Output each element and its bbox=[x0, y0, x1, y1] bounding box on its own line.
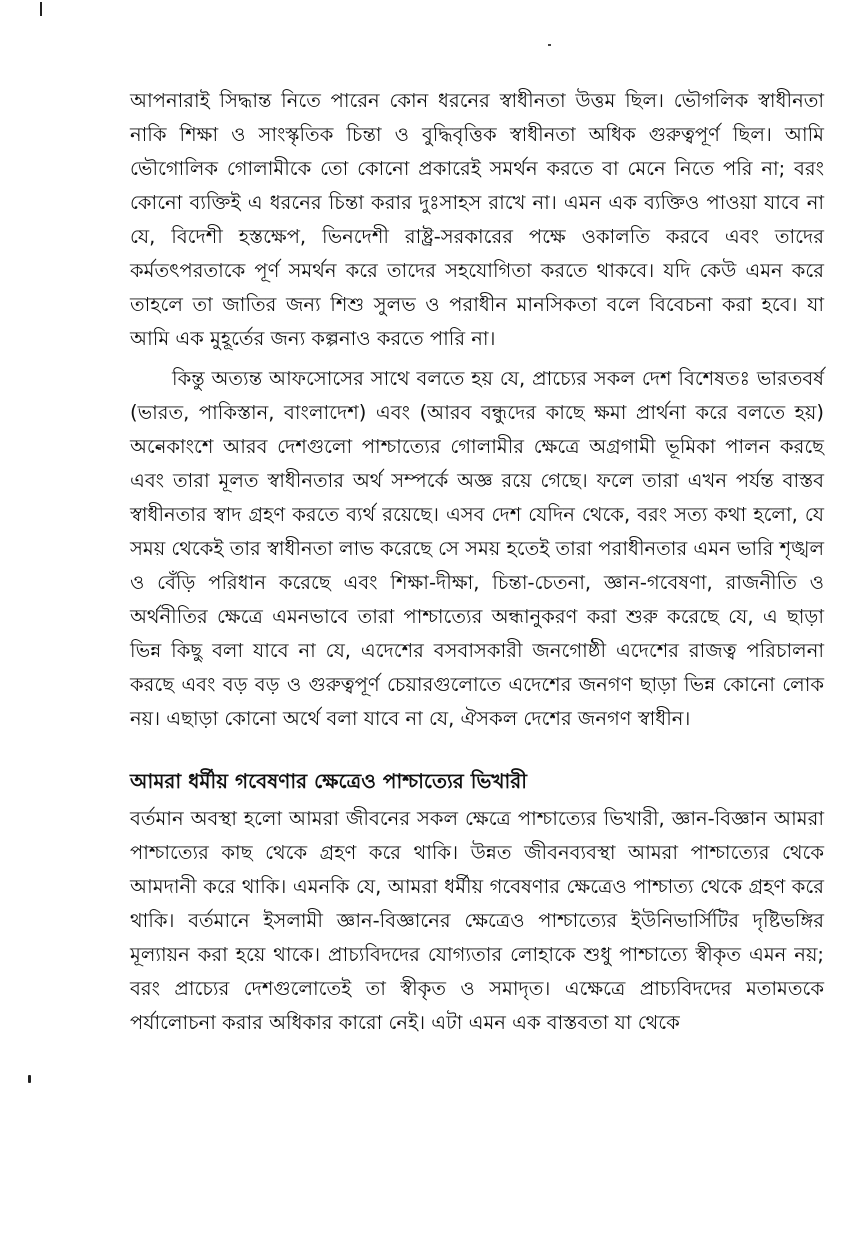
page-body bbox=[130, 84, 824, 1040]
margin-mark bbox=[28, 1075, 31, 1083]
paragraph: বর্তমান অবস্থা হলো আমরা জীবনের সকল ক্ষেত্রে পাশ্চাত্যের ভিখারী, জ্ঞান-বিজ্ঞান আমরা পাশ্চাত্যের কাছ থেকে গ্রহণ করে থাকি। উন্নত জীবনব্যবস্থা আমরা পাশ্চাত্যের থেকে আমদানী করে থাকি। এমনকি যে, আমরা ধর্মীয় গবেষণার ক্ষেত্রেও পাশ্চাত্য থেকে গ্রহণ করে থাকি। বর্তমানে ইসলামী জ্ঞান-বিজ্ঞানের ক্ষেত্রেও পাশ্চাত্যের ইউনিভার্সিটির দৃষ্টিভঙ্গির মূল্যায়ন করা হয়ে থাকে। প্রাচ্যবিদদের যোগ্যতার লোহাকে শুধু পাশ্চাত্যে স্বীকৃত এমন নয়; বরং প্রাচ্যের দেশগুলোতেই তা স্বীকৃত ও সমাদৃত। এক্ষেত্রে প্রাচ্যবিদদের মতামতকে পর্যালোচনা করার অধিকার কারো নেই। এটা এমন এক বাস্তবতা যা থেকে bbox=[130, 807, 824, 1034]
paragraph: কিন্তু অত্যন্ত আফসোসের সাথে বলতে হয় যে, প্রাচ্যের সকল দেশ বিশেষতঃ ভারতবর্ষ (ভারত, পাকিস্তান, বাংলাদেশ) এবং (আরব বন্ধুদের কাছে ক্ষমা প্রার্থনা করে বলতে হয়) অনেকাংশে আরব দেশগুলো পাশ্চাত্যের গোলামীর ক্ষেত্রে অগ্রগামী ভূমিকা পালন করছে এবং তারা মূলত স্বাধীনতার অর্থ সম্পর্কে অজ্ঞ রয়ে গেছে। ফলে তারা এখন পর্যন্ত বাস্তব স্বাধীনতার স্বাদ গ্রহণ করতে ব্যর্থ রয়েছে। এসব দেশ যেদিন থেকে, বরং সত্য কথা হলো, যে সময় থেকেই তার স্বাধীনতা লাভ করেছে সে সময় হতেই তারা পরাধীনতার এমন ভারি শৃঙ্খল ও বেঁড়ি পরিধান করেছে এবং শিক্ষা-দীক্ষা, চিন্তা-চেতনা, জ্ঞান-গবেষণা, রাজনীতি ও অর্থনীতির ক্ষেত্রে এমনভাবে তারা পাশ্চাত্যের অন্ধানুকরণ করা শুরু করেছে যে, এ ছাড়া ভিন্ন কিছু বলা যাবে না যে, এদেশের বসবাসকারী জনগোষ্ঠী এদেশের রাজত্ব পরিচালনা করছে এবং বড় বড় ও গুরুত্বপূর্ণ চেয়ারগুলোতে এদেশের জনগণ ছাড়া ভিন্ন কোনো লোক নয়। এছাড়া কোনো অর্থে বলা যাবে না যে, ঐসকল দেশের জনগণ স্বাধীন। bbox=[130, 367, 824, 730]
section-heading: আমরা ধর্মীয় গবেষণার ক্ষেত্রেও পাশ্চাত্যের ভিখারী bbox=[130, 769, 528, 793]
margin-mark bbox=[40, 2, 42, 16]
paragraph: আপনারাই সিদ্ধান্ত নিতে পারেন কোন ধরনের স্বাধীনতা উত্তম ছিল। ভৌগলিক স্বাধীনতা নাকি শিক্ষা ও সাংস্কৃতিক চিন্তা ও বুদ্ধিবৃত্তিক স্বাধীনতা অধিক গুরুত্বপূর্ণ ছিল। আমি ভৌগোলিক গোলামীকে তো কোনো প্রকারেই সমর্থন করতে বা মেনে নিতে পরি না; বরং কোনো ব্যক্তিই এ ধরনের চিন্তা করার দুঃসাহস রাখে না। এমন এক ব্যক্তিও পাওয়া যাবে না যে, বিদেশী হস্তক্ষেপ, ভিনদেশী রাষ্ট্র-সরকারের পক্ষে ওকালতি করবে এবং তাদের কর্মতৎপরতাকে পূর্ণ সমর্থন করে তাদের সহযোগিতা করতে থাকবে। যদি কেউ এমন করে তাহলে তা জাতির জন্য শিশু সুলভ ও পরাধীন মানসিকতা বলে বিবেচনা করা হবে। যা আমি এক মুহূর্তের জন্য কল্পনাও করতে পারি না। bbox=[130, 89, 825, 350]
speck-mark bbox=[548, 44, 551, 46]
